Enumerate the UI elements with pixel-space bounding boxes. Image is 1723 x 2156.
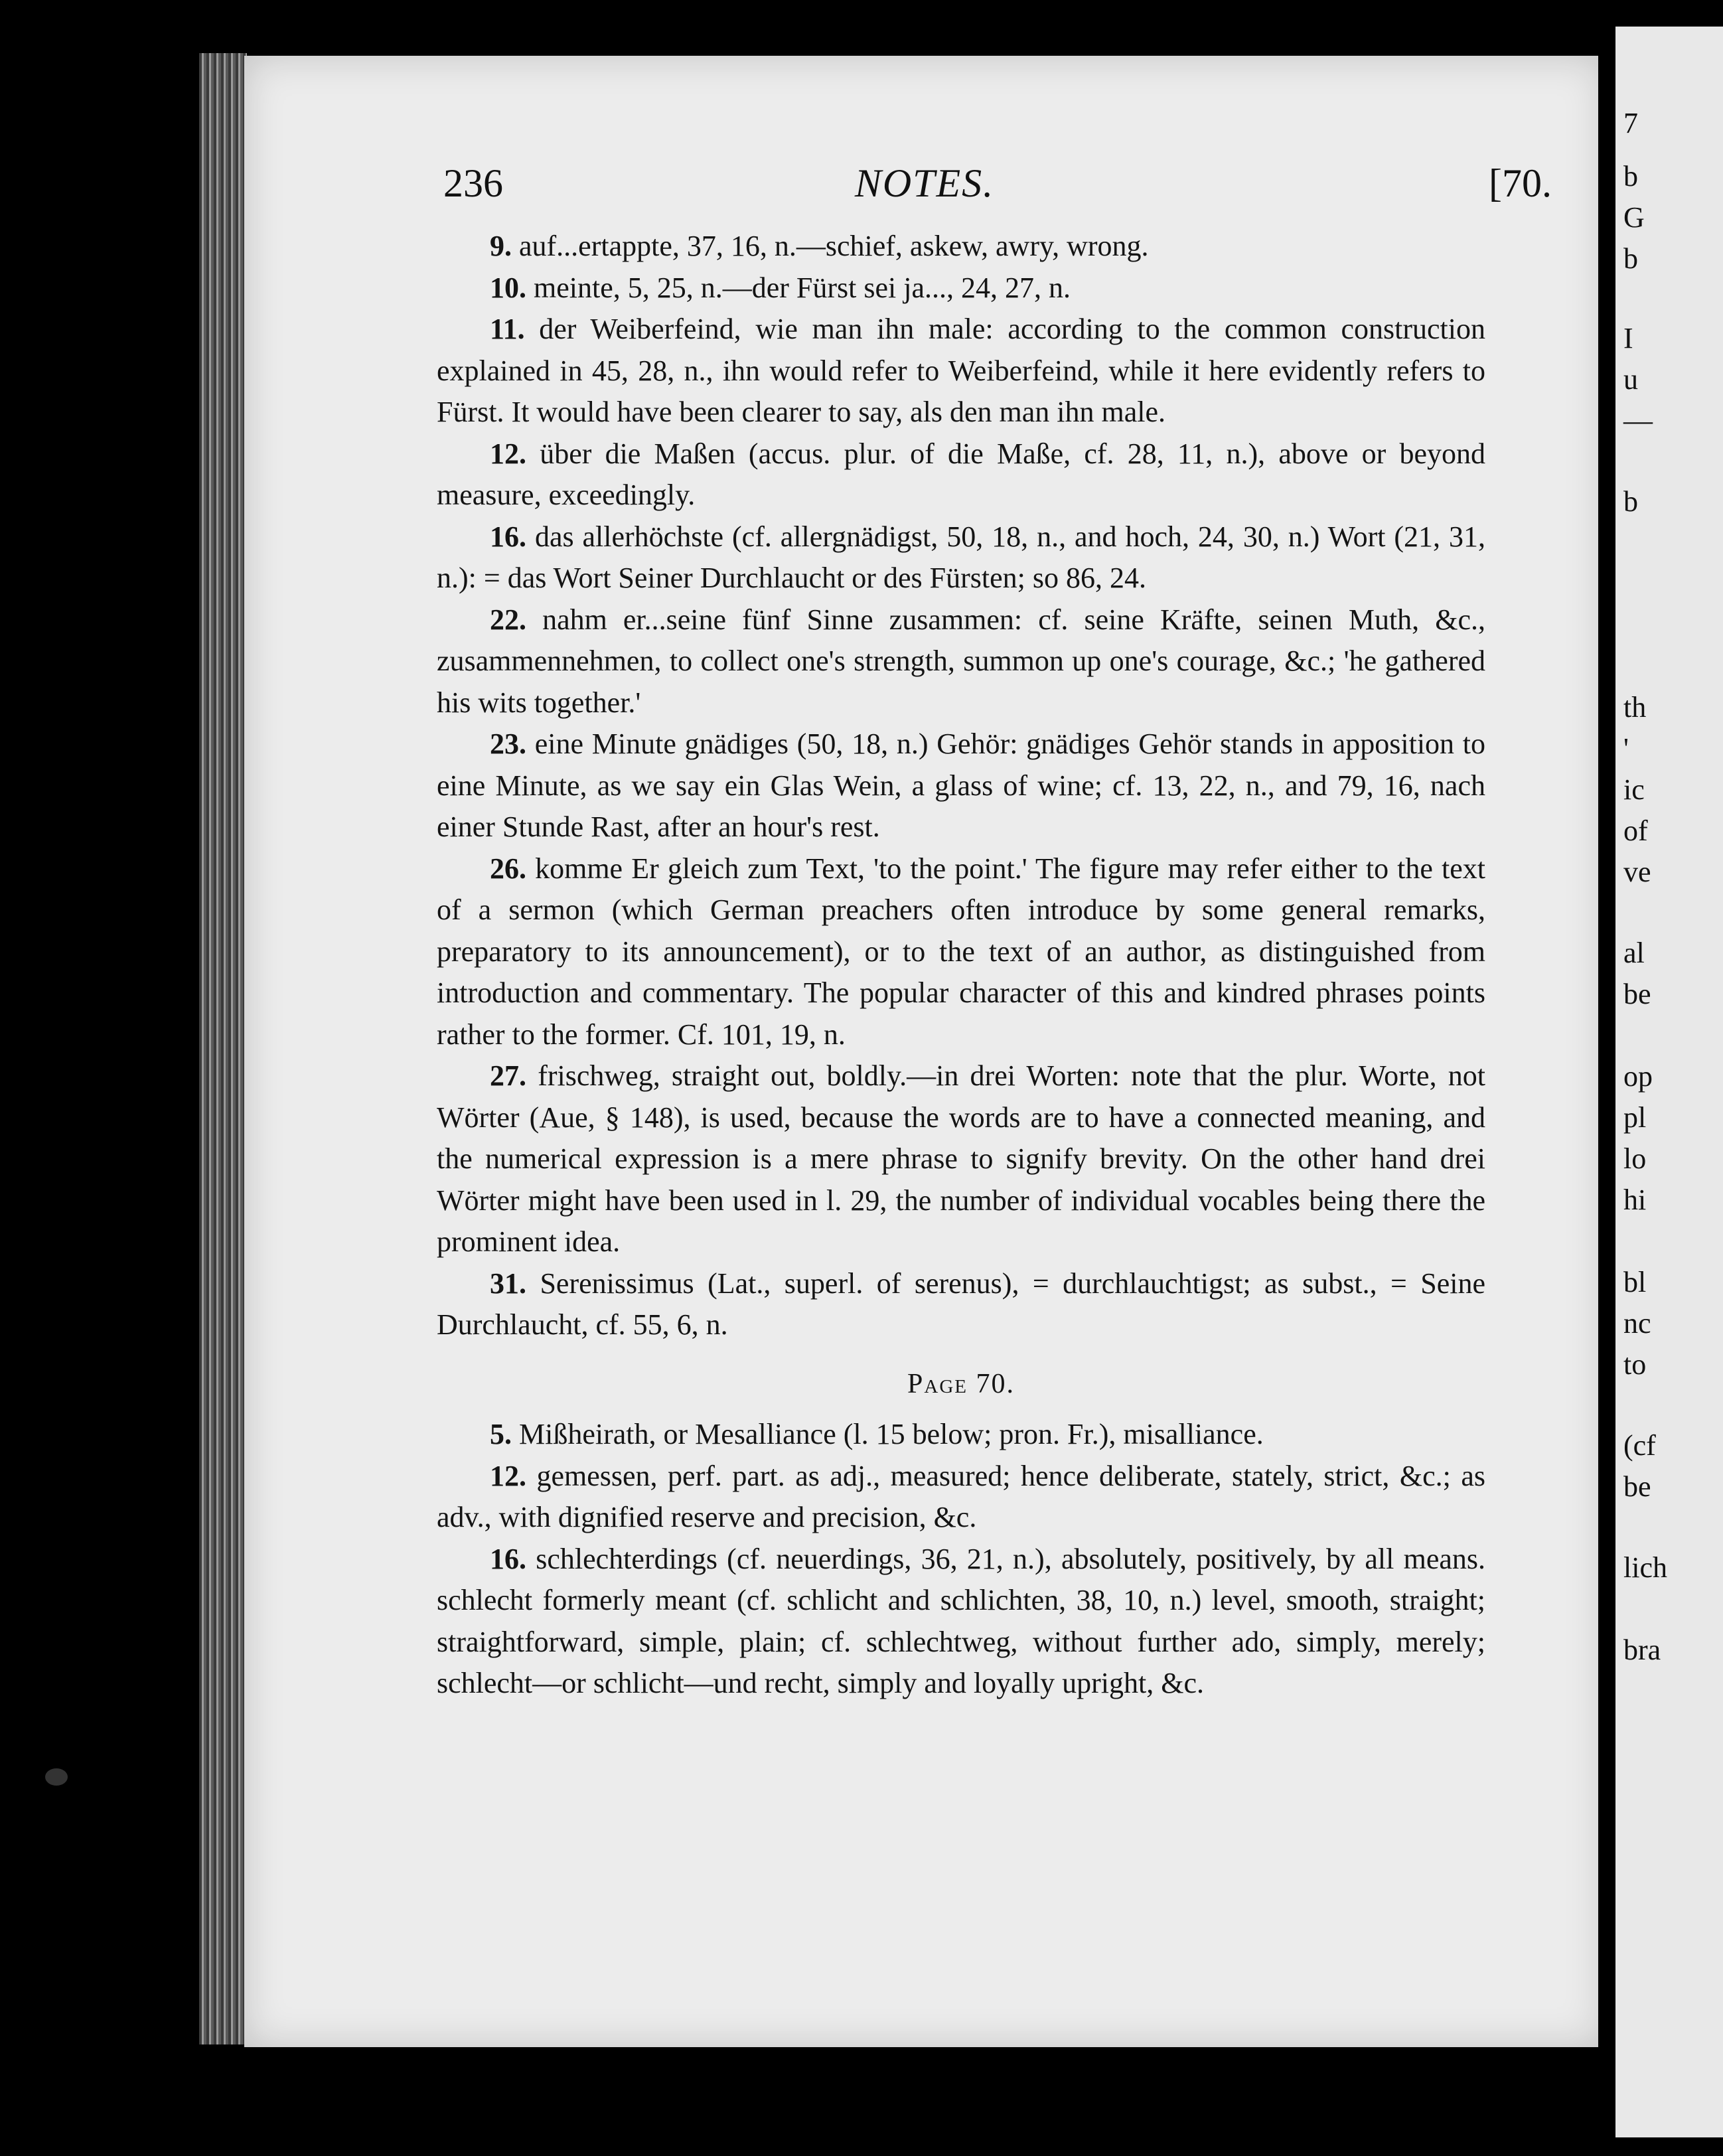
note-number: 9. [490, 230, 512, 262]
running-title: NOTES. [854, 161, 995, 205]
note-paragraph [437, 1414, 1485, 1456]
fragment-text: ve [1623, 856, 1651, 888]
chapter-marker: [70. [1489, 161, 1552, 205]
fragment-text: b [1623, 485, 1638, 518]
note-paragraph [437, 1263, 1485, 1346]
book-page [244, 56, 1605, 2047]
notes-body [437, 226, 1485, 1705]
fragment-text: I [1623, 322, 1633, 354]
note-paragraph [437, 1055, 1485, 1263]
note-number: 12. [490, 437, 526, 470]
note-text: meinte, 5, 25, n.—der Fürst sei ja..., 24, 27, n. [534, 271, 1071, 304]
fragment-text: ' [1623, 732, 1629, 765]
note-paragraph [437, 724, 1485, 848]
note-paragraph [437, 848, 1485, 1056]
note-paragraph [437, 1456, 1485, 1539]
note-number: 31. [490, 1267, 526, 1300]
note-text: Serenissimus (Lat., superl. of serenus), = durchlauchtigst; as subst., = Seine Durchlaucht, cf. 55, 6, n. [437, 1267, 1486, 1341]
fragment-text: nc [1623, 1307, 1651, 1340]
fragment-text: — [1623, 404, 1653, 437]
page-header [244, 161, 1605, 214]
note-paragraph [437, 599, 1485, 724]
fragment-text: b [1623, 242, 1638, 275]
note-number: 12. [490, 1459, 526, 1492]
fragment-text: al [1623, 937, 1645, 969]
note-paragraph [437, 1539, 1485, 1705]
fragment-text: (cf [1623, 1429, 1656, 1462]
book-gutter [1598, 27, 1615, 2137]
note-number: 26. [490, 852, 526, 885]
fragment-text: G [1623, 201, 1645, 234]
fragment-text: b [1623, 160, 1638, 193]
note-text: frischweg, straight out, boldly.—in drei Worten: note that the plur. Worte, not Wörter (Aue, § 148), is used, because the words are to have a connected meaning, and the numerical expression is a mere phrase to signify brevity. On the other hand drei Wörter might have been used in l. 29, the number of individual vocables being there the prominent idea. [437, 1059, 1486, 1258]
note-text: auf...ertappte, 37, 16, n.—schief, askew, awry, wrong. [519, 230, 1149, 262]
fragment-text: of [1623, 814, 1648, 847]
note-text: Mißheirath, or Mesalliance (l. 15 below; pron. Fr.), misalliance. [519, 1418, 1264, 1450]
fragment-text: be [1623, 978, 1651, 1010]
fragment-text: to [1623, 1348, 1647, 1381]
fragment-text: th [1623, 691, 1647, 724]
note-text: schlechterdings (cf. neuerdings, 36, 21, n.), absolutely, positively, by all means. schlecht formerly meant (cf. schlicht and schlichten, 38, 10, n.) level, smooth, straight; straightforward, simple, plain; cf. schlechtweg, without further ado, simply, merely; schlecht—or schlicht—und recht, simply and loyally upright, &c. [437, 1542, 1486, 1699]
note-paragraph [437, 309, 1485, 433]
facing-page-edge [1615, 27, 1723, 2137]
page-edge-stack [199, 53, 247, 2044]
fragment-text: op [1623, 1060, 1653, 1093]
section-heading: Page 70. [907, 1368, 1015, 1399]
fragment-text: bra [1623, 1634, 1661, 1666]
note-number: 5. [490, 1418, 512, 1450]
fragment-text: lo [1623, 1142, 1647, 1175]
note-text: gemessen, perf. part. as adj., measured; hence deliberate, stately, strict, &c.; as adv., with dignified reserve and precision, &c. [437, 1459, 1486, 1533]
fragment-text: be [1623, 1470, 1651, 1503]
note-text: über die Maßen (accus. plur. of die Maße, cf. 28, 11, n.), above or beyond measure, exceedingly. [437, 437, 1485, 511]
note-number: 22. [490, 603, 526, 636]
note-number: 27. [490, 1059, 526, 1092]
ink-smudge [45, 1768, 68, 1786]
note-number: 11. [490, 313, 525, 345]
note-text: nahm er...seine fünf Sinne zusammen: cf. seine Kräfte, seinen Muth, &c., zusammennehmen, to collect one's strength, summon up one's courage, &c.; 'he gathered his wits together.' [437, 603, 1486, 719]
note-paragraph [437, 433, 1485, 516]
note-number: 16. [490, 1542, 526, 1575]
note-number: 16. [490, 520, 526, 553]
page-number: 236 [443, 161, 503, 205]
note-number: 10. [490, 271, 526, 304]
note-paragraph [437, 268, 1485, 309]
note-text: der Weiberfeind, wie man ihn male: according to the common construction explained in 45, 28, n., ihn would refer to Weiberfeind, while it here evidently refers to Fürst. It would have been clearer to say, als den man ihn male. [437, 313, 1486, 428]
note-number: 23. [490, 728, 526, 760]
fragment-text: lich [1623, 1551, 1667, 1584]
note-text: komme Er gleich zum Text, 'to the point.' The figure may refer either to the text of a sermon (which German preachers often introduce by some general remarks, preparatory to its announcement), or to the text of an author, as distinguished from introduction and commentary. The popular character of this and kindred phrases points rather to the former. Cf. 101, 19, n. [437, 852, 1486, 1051]
fragment-text: ic [1623, 773, 1645, 806]
fragment-text: bl [1623, 1266, 1647, 1298]
fragment-text: 7 [1623, 107, 1638, 139]
fragment-text: u [1623, 363, 1638, 396]
note-text: eine Minute gnädiges (50, 18, n.) Gehör: gnädiges Gehör stands in apposition to eine Minute, as we say ein Glas Wein, a glass of wine; cf. 13, 22, n., and 79, 16, nach einer Stunde Rast, after an hour's rest. [437, 728, 1486, 843]
note-text: das allerhöchste (cf. allergnädigst, 50, 18, n., and hoch, 24, 30, n.) Wort (21, 31, n.): = das Wort Seiner Durchlaucht or des Fürsten; so 86, 24. [437, 520, 1485, 594]
note-paragraph [437, 516, 1485, 599]
fragment-text: pl [1623, 1101, 1647, 1134]
note-paragraph [437, 226, 1485, 268]
fragment-text: hi [1623, 1184, 1647, 1216]
